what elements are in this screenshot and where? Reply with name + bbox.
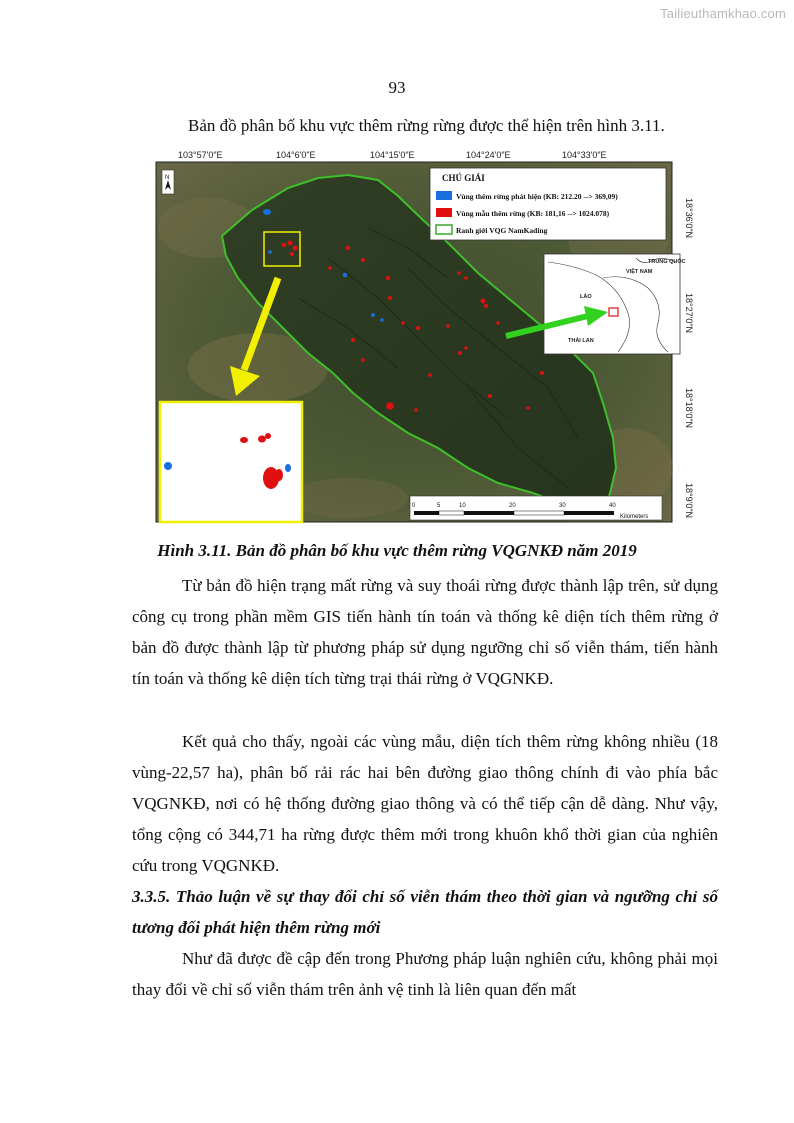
lat-tick-2: 18°18'0"N [684,388,694,429]
scale-tick-1: 5 [437,503,441,509]
latitude-ticks [684,198,694,518]
scale-tick-3: 20 [509,503,516,509]
inset-label-vietnam: VIỆT NAM [626,269,653,275]
inset-label-laos: LÀO [580,294,592,300]
lat-tick-0: 18°36'0"N [684,198,694,239]
scale-bar [410,496,662,520]
forest-map-figure [148,148,696,526]
lat-tick-3: 18°9'0"N [684,483,694,519]
legend-item-boundary: Ranh giới VQG NamKading [456,226,548,235]
figure-caption: Hình 3.11. Bản đồ phân bố khu vực thêm rừng VQGNKĐ năm 2019 [157,541,637,560]
page-number: 93 [388,78,406,97]
scale-tick-5: 40 [609,503,616,509]
lon-tick-0: 103°57'0"E [178,150,223,160]
paragraph-3: Như đã được đề cập đến trong Phương pháp luận nghiên cứu, không phải mọi thay đổi về chỉ số viễn thám trên ảnh vệ tinh là liên quan đến mất [132,949,718,999]
lon-tick-1: 104°6'0"E [276,150,316,160]
scale-unit: Kilometers [620,514,649,520]
legend-title: CHÚ GIẢI [442,173,485,183]
longitude-ticks [178,150,607,160]
legend-item-added: Vùng thêm rừng phát hiện (KB: 212.20 --> 369,09) [456,192,618,201]
paragraph-1: Từ bản đồ hiện trạng mất rừng và suy thoái rừng được thành lập trên, sử dụng công cụ trong phần mềm GIS tiến hành tín toán và thống kê diện tích thêm rừng ở bản đồ được thành lập từ phương pháp sử dụng ngưỡng chỉ số viễn thám, tiến hành tín toán và thống kê diện tích từng trại thái rừng ở VQGNKĐ. [132,576,718,688]
legend-swatch-sample [436,208,452,217]
lat-tick-1: 18°27'0"N [684,293,694,334]
map-legend [430,168,666,240]
lon-tick-3: 104°24'0"E [466,150,511,160]
locator-inset [544,254,686,354]
legend-item-sample: Vùng mẫu thêm rừng (KB: 181,16 --> 1024.078) [456,209,610,218]
inset-label-thailand: THÁI LAN [568,338,594,344]
legend-swatch-added [436,191,452,200]
watermark: Tailieuthamkhao.com [660,6,786,21]
intro-text: Bản đồ phân bố khu vực thêm rừng rừng được thể hiện trên hình 3.11. [188,116,665,135]
north-arrow [162,170,174,194]
north-label: N [165,175,170,181]
lon-tick-4: 104°33'0"E [562,150,607,160]
zoom-inset [160,402,302,522]
section-heading: 3.3.5. Thảo luận về sự thay đổi chỉ số viễn thám theo thời gian và ngưỡng chỉ số tương đối phát hiện thêm rừng mới [132,887,718,937]
scale-tick-2: 10 [459,503,466,509]
paragraph-2: Kết quả cho thấy, ngoài các vùng mẫu, diện tích thêm rừng không nhiều (18 vùng-22,57 ha), phân bố rải rác hai bên đường giao thông chính đi vào phía bắc VQGNKĐ, nơi có hệ thống đường giao thông và có thể tiếp cận dễ dàng. Như vậy, tổng cộng có 344,71 ha rừng được thêm mới trong khuôn khổ thời gian của nghiên cứu trong VQGNKĐ. [132,732,718,875]
inset-label-china: TRUNG QUỐC [648,259,686,265]
map-svg [148,148,696,526]
scale-tick-0: 0 [412,503,416,509]
lon-tick-2: 104°15'0"E [370,150,415,160]
scale-tick-4: 30 [559,503,566,509]
